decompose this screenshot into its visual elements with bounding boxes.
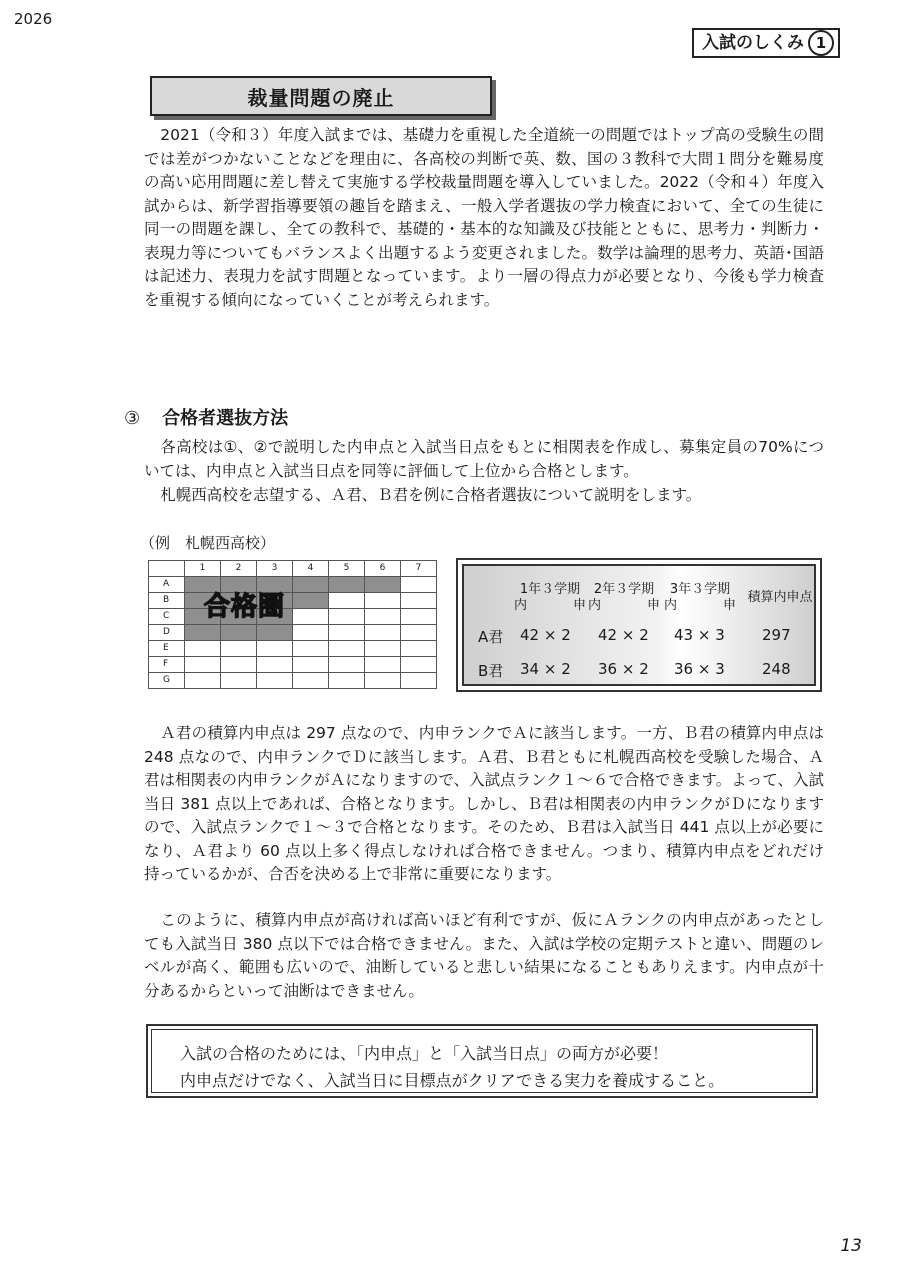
total-header: 積算内申点 [747, 590, 813, 605]
grid-column-header: 6 [365, 561, 401, 577]
body-paragraph: Ａ君の積算内申点は 297 点なので、内申ランクでＡに該当します。一方、Ｂ君の積算内申点は 248 点なので、内申ランクでＤに該当します。Ａ君、Ｂ君ともに札幌西高校を受験した場合、Ａ君は相関表の内申ランクがＡになりますので、入試点ランク１～６で合格できます。よって、入試当日 381 点以上であれば、合格となります。しかし、Ｂ君は相関表の内申ランクがＤになりますので、入試点ランクで１～３で合格となります。そのため、Ｂ君は入試当日 441 点以上が必要になり、Ａ君より 60 点以上多く得点しなければ合格できません。つまり、積算内申点をどれだけ持っているかが、合否を決める上で非常に重要になります。 [144, 724, 824, 883]
score-cell: 42 × 2 [520, 626, 571, 644]
key-point-box [146, 1024, 818, 1098]
total-cell: 297 [762, 626, 791, 644]
grid-cell [329, 625, 365, 641]
grid-cell [221, 657, 257, 673]
grid-row-header: E [149, 641, 185, 657]
grid-cell [257, 641, 293, 657]
score-cell: 34 × 2 [520, 660, 571, 678]
grid-cell [329, 609, 365, 625]
score-cell: 36 × 3 [674, 660, 725, 678]
pass-zone-label: 合格圏 [204, 592, 286, 622]
key-point-panel [151, 1029, 813, 1093]
grid-cell [293, 673, 329, 689]
grid-cell [257, 625, 293, 641]
grid-cell [329, 577, 365, 593]
grid-cell [329, 673, 365, 689]
grid-column-header: 5 [329, 561, 365, 577]
grid-cell [293, 641, 329, 657]
key-point-line: 入試の合格のためには、「内申点」と「入試当日点」の両方が必要！ [180, 1044, 669, 1063]
student-name: A君 [478, 628, 504, 646]
grid-cell [365, 673, 401, 689]
grid-column-header: 3 [257, 561, 293, 577]
section-title: 裁量問題の廃止 [150, 76, 492, 116]
grid-cell [365, 577, 401, 593]
grid-row-header: A [149, 577, 185, 593]
grid-cell [401, 609, 437, 625]
score-header: 3年３学期 内 申 [664, 582, 736, 613]
grid-cell [221, 625, 257, 641]
section-paragraph: 札幌西高校を志望する、Ａ君、Ｂ君を例に合格者選抜について説明をします。 [160, 486, 702, 504]
grid-cell [185, 641, 221, 657]
section-heading [124, 404, 288, 430]
chapter-tag [692, 28, 840, 58]
grid-column-header: 2 [221, 561, 257, 577]
grid-cell [365, 593, 401, 609]
grid-cell [185, 673, 221, 689]
grid-cell [401, 673, 437, 689]
grid-cell [185, 657, 221, 673]
grid-column-header: 7 [401, 561, 437, 577]
score-cell: 36 × 2 [598, 660, 649, 678]
body-paragraph: このように、積算内申点が高ければ高いほど有利ですが、仮にＡランクの内申点があったとしても入試当日 380 点以下では合格できません。また、入試は学校の定期テストと違い、問題のレベルが高く、範囲も広いので、油断していると悲しい結果になることもありえます。内申点が十分あるからといって油断はできません。 [144, 911, 824, 1000]
grid-cell [365, 641, 401, 657]
intro-paragraph: 2021（令和３）年度入試までは、基礎力を重視した全道統一の問題ではトップ高の受験生の間では差がつかないことなどを理由に、各高校の判断で英、数、国の３教科で大問１問分を難易度の高い応用問題に差し替えて実施する学校裁量問題を導入していました。2022（令和４）年度入試からは、新学習指導要領の趣旨を踏まえ、一般入学者選抜の学力検査において、全ての生徒に同一の問題を課し、全ての教科で、基礎的・基本的な知識及び技能とともに、思考力・判断力・表現力等についてもバランスよく出題するよう変更されました。数学は論理的思考力、英語･国語は記述力、表現力を試す問題となっています。より一層の得点力が必要となり、今後も学力検査を重視する傾向になっていくことが考えられます。 [144, 126, 824, 309]
grid-row-header: F [149, 657, 185, 673]
total-cell: 248 [762, 660, 791, 678]
section-number: ③ [124, 408, 141, 429]
grid-cell [365, 625, 401, 641]
section-paragraph: 各高校は①、②で説明した内申点と入試当日点をもとに相関表を作成し、募集定員の70%については、内申点と入試当日点を同等に評価して上位から合格とします。 [144, 438, 824, 480]
grid-cell [329, 593, 365, 609]
example-caption: （例 札幌西高校） [140, 534, 276, 552]
grid-cell [293, 577, 329, 593]
grid-cell [365, 657, 401, 673]
grid-cell [401, 593, 437, 609]
chapter-number: 1 [808, 30, 834, 56]
grid-column-header: 4 [293, 561, 329, 577]
score-cell: 42 × 2 [598, 626, 649, 644]
grid-cell [329, 657, 365, 673]
grid-cell [257, 657, 293, 673]
score-table [456, 558, 822, 692]
grid-cell [257, 673, 293, 689]
key-point-line: 内申点だけでなく、入試当日に目標点がクリアできる実力を養成すること。 [180, 1071, 725, 1090]
score-header: 2年３学期 内 申 [588, 582, 660, 613]
page-number: 13 [840, 1236, 862, 1256]
chapter-label: 入試のしくみ [702, 32, 804, 53]
grid-row-header: B [149, 593, 185, 609]
grid-cell [221, 641, 257, 657]
grid-row-header: G [149, 673, 185, 689]
grid-cell [329, 641, 365, 657]
grid-cell [401, 657, 437, 673]
year-label: 2026 [14, 10, 53, 28]
grid-cell [293, 625, 329, 641]
grid-cell [401, 577, 437, 593]
grid-cell [293, 657, 329, 673]
grid-cell [185, 625, 221, 641]
grid-row-header: C [149, 609, 185, 625]
score-header: 1年３学期 内 申 [514, 582, 586, 613]
score-table-panel [462, 564, 816, 686]
grid-cell [293, 593, 329, 609]
grid-cell [401, 641, 437, 657]
grid-column-header: 1 [185, 561, 221, 577]
grid-cell [365, 609, 401, 625]
grid-row-header: D [149, 625, 185, 641]
section-heading-text: 合格者選抜方法 [162, 408, 289, 429]
grid-cell [221, 673, 257, 689]
grid-cell [293, 609, 329, 625]
grid-corner [149, 561, 185, 577]
grid-cell [401, 625, 437, 641]
score-cell: 43 × 3 [674, 626, 725, 644]
correlation-grid [148, 560, 437, 689]
student-name: B君 [478, 662, 504, 680]
